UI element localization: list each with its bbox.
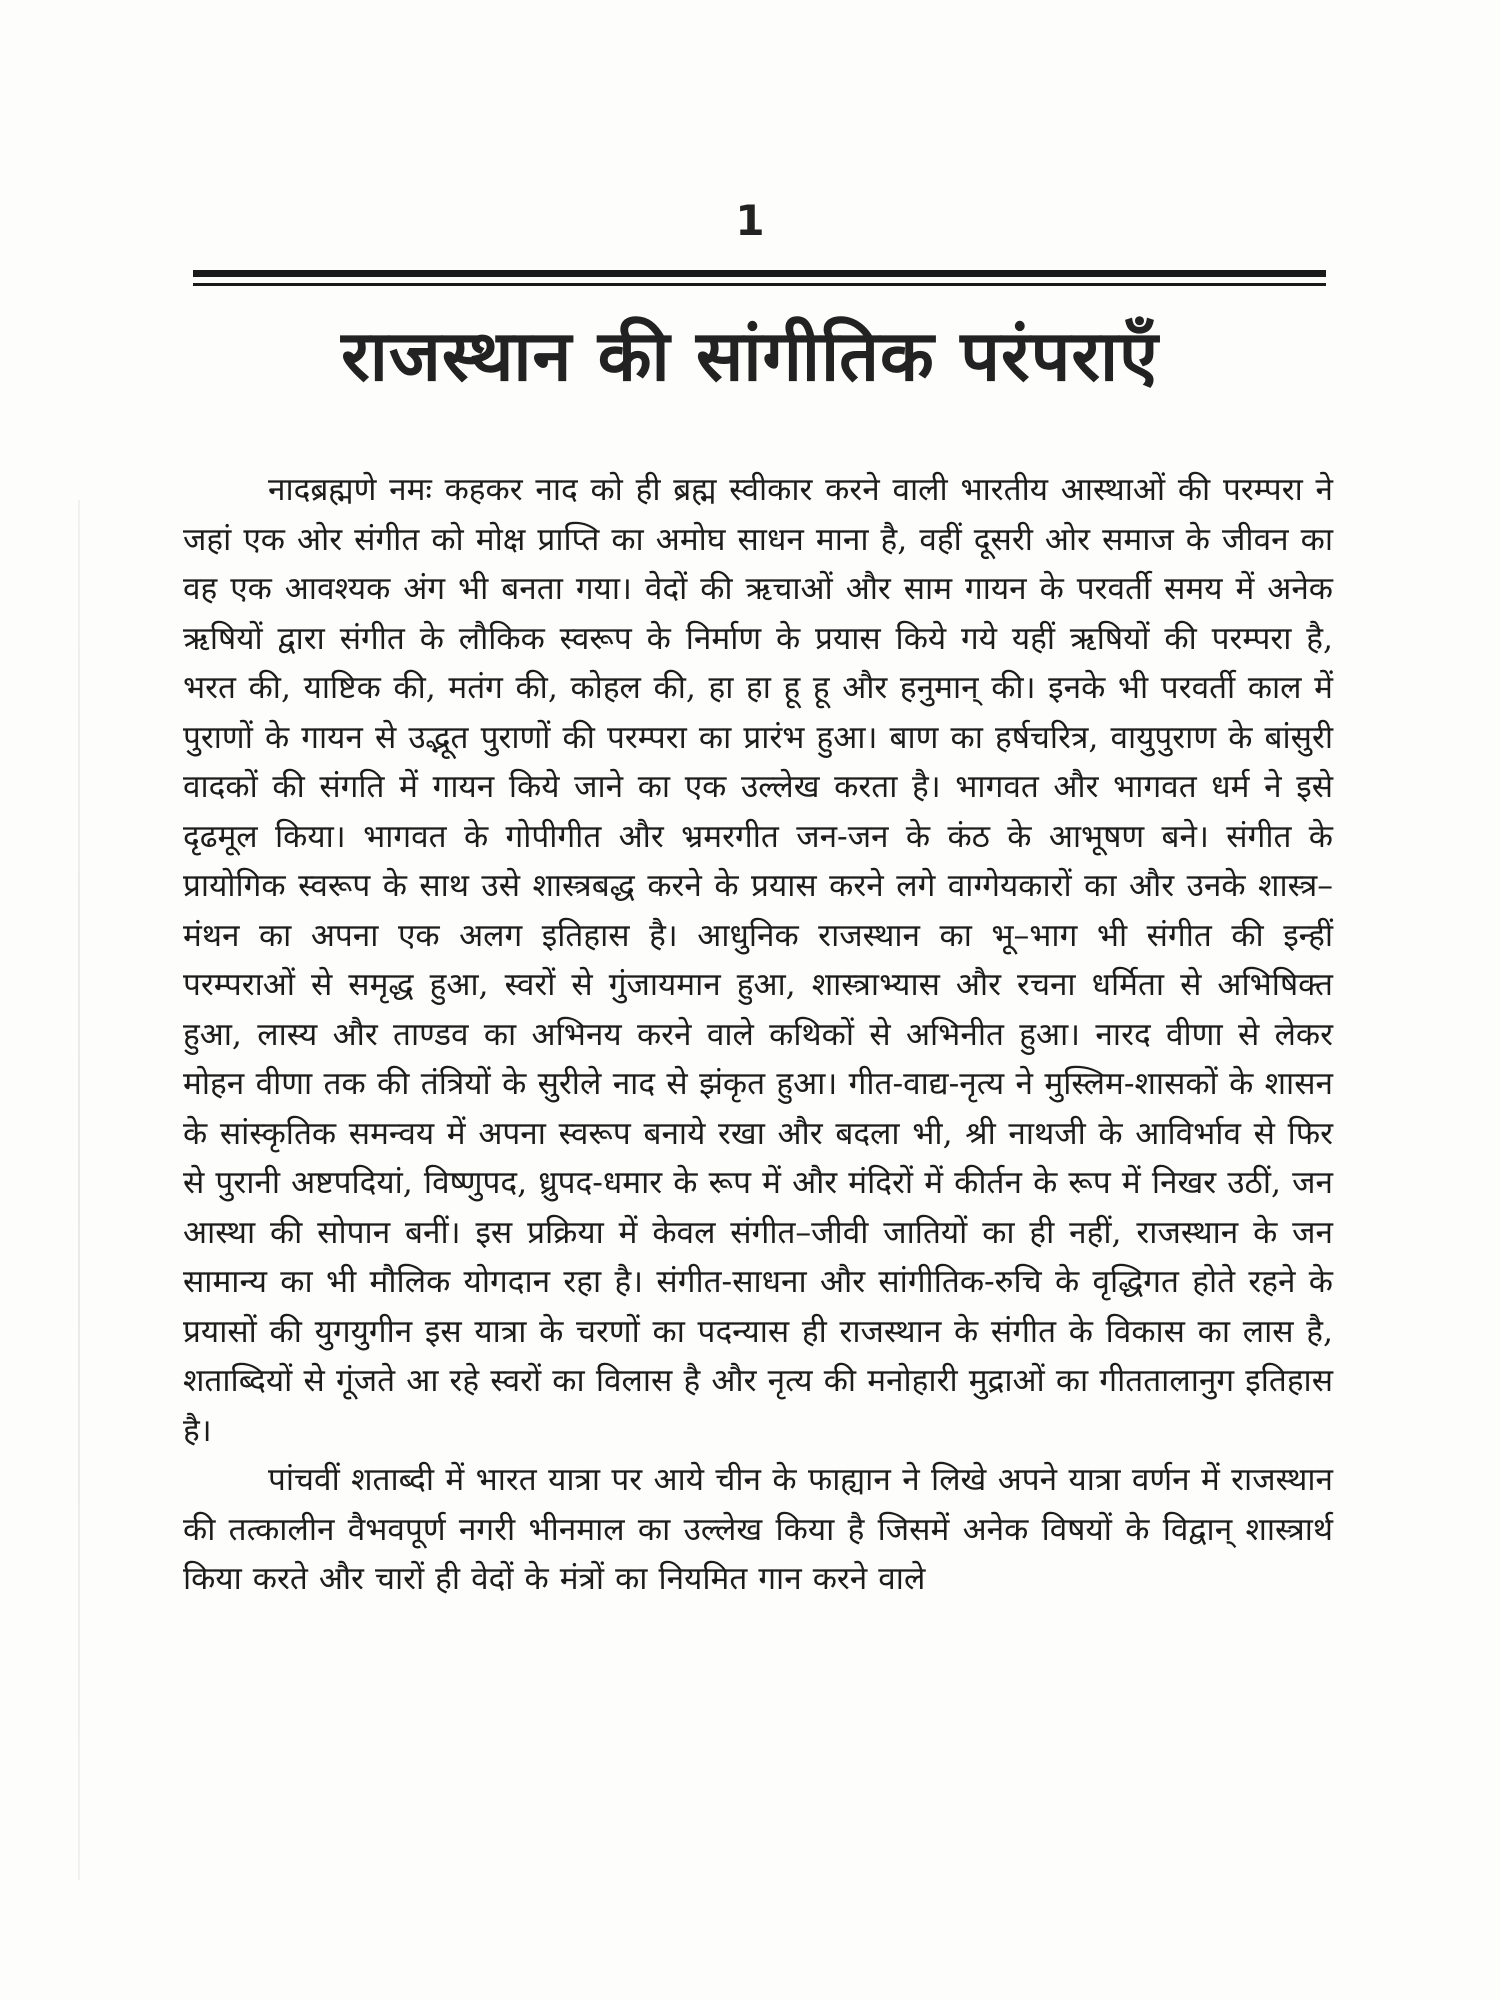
title-rule-thin [193, 283, 1326, 286]
body-text [183, 466, 1333, 1605]
title-rule-thick [193, 270, 1326, 277]
paragraph-2: पांचवीं शताब्दी में भारत यात्रा पर आये चीन के फाह्यान ने लिखे अपने यात्रा वर्णन में राजस्थान की तत्कालीन वैभवपूर्ण नगरी भीनमाल का उल्लेख किया है जिसमें अनेक विषयों के विद्वान् शास्त्रार्थ किया करते और चारों ही वेदों के मंत्रों का नियमित गान करने वाले [183, 1462, 1333, 1597]
scan-edge-shadow [78, 500, 80, 1880]
chapter-title: राजस्थान की सांगीतिक परंपराएँ [341, 315, 1159, 397]
chapter-number: 1 [735, 196, 765, 245]
paragraph-1: नादब्रह्मणे नमः कहकर नाद को ही ब्रह्म स्वीकार करने वाली भारतीय आस्थाओं की परम्परा ने जहां एक ओर संगीत को मोक्ष प्राप्ति का अमोघ साधन माना है, वहीं दूसरी ओर समाज के जीवन का वह एक आवश्यक अंग भी बनता गया। वेदों की ऋचाओं और साम गायन के परवर्ती समय में अनेक ऋषियों द्वारा संगीत के लौकिक स्वरूप के निर्माण के प्रयास किये गये यहीं ऋषियों की परम्परा है, भरत की, याष्टिक की, मतंग की, कोहल की, हा हा हू हू और हनुमान् की। इनके भी परवर्ती काल में पुराणों के गायन से उद्भूत पुराणों की परम्परा का प्रारंभ हुआ। बाण का हर्षचरित्र, वायुपुराण के बांसुरी वादकों की संगति में गायन किये जाने का एक उल्लेख करता है। भागवत और भागवत धर्म ने इसे दृढमूल किया। भागवत के गोपीगीत और भ्रमरगीत जन-जन के कंठ के आभूषण बने। संगीत के प्रायोगिक स्वरूप के साथ उसे शास्त्रबद्ध करने के प्रयास करने लगे वाग्गेयकारों का और उनके शास्त्र–मंथन का अपना एक अलग इतिहास है। आधुनिक राजस्थान का भू–भाग भी संगीत की इन्हीं परम्पराओं से समृद्ध हुआ, स्वरों से गुंजायमान हुआ, शास्त्राभ्यास और रचना धर्मिता से अभिषिक्त हुआ, लास्य और ताण्डव का अभिनय करने वाले कथिकों से अभिनीत हुआ। नारद वीणा से लेकर मोहन वीणा तक की तंत्रियों के सुरीले नाद से झंकृत हुआ। गीत-वाद्य-नृत्य ने मुस्लिम-शासकों के शासन के सांस्कृतिक समन्वय में अपना स्वरूप बनाये रखा और बदला भी, श्री नाथजी के आविर्भाव से फिर से पुरानी अष्टपदियां, विष्णुपद, ध्रुपद-धमार के रूप में और मंदिरों में कीर्तन के रूप में निखर उठीं, जन आस्था की सोपान बनीं। इस प्रक्रिया में केवल संगीत–जीवी जातियों का ही नहीं, राजस्थान के जन सामान्य का भी मौलिक योगदान रहा है। संगीत-साधना और सांगीतिक-रुचि के वृद्धिगत होते रहने के प्रयासों की युगयुगीन इस यात्रा के चरणों का पदन्यास ही राजस्थान के संगीत के विकास का लास है, शताब्दियों से गूंजते आ रहे स्वरों का विलास है और नृत्य की मनोहारी मुद्राओं का गीततालानुग इतिहास है। [183, 472, 1333, 1449]
